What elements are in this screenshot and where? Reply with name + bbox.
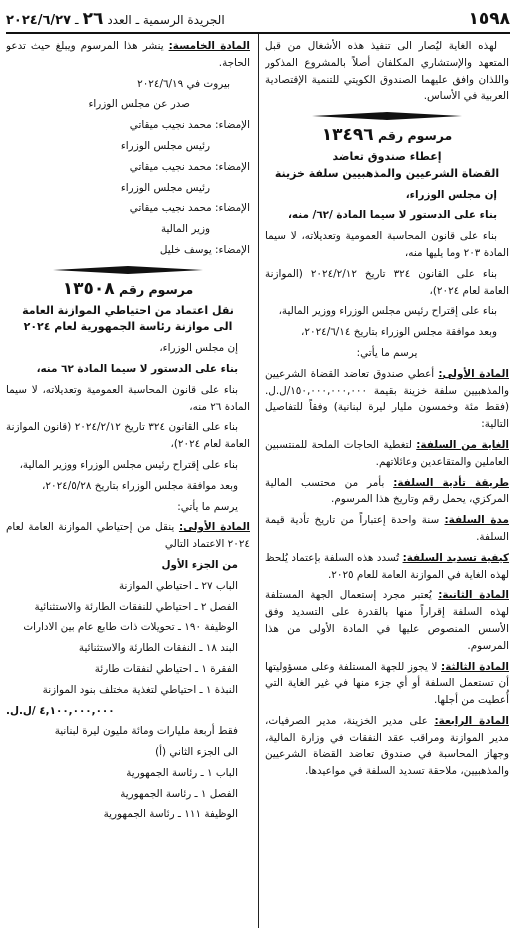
repay-label: كيفية تسديد السلفة: [402, 551, 509, 564]
budget-line: الفصل ٢ ـ احتياطي للنفقات الطارئة والاستثنائية [34, 600, 238, 613]
pm-title: رئيس مجلس الوزراء [120, 139, 210, 152]
preamble-proposal: بناء على إقتراح رئيس مجلس الوزراء ووزير المالية، [278, 305, 497, 318]
cm-title: رئيس مجلس الوزراء [120, 181, 210, 194]
article-5-label: المادة الخامسة: [168, 40, 250, 52]
article-1-text: ينقل من إحتياطي الموازنة العامة لعام ٢٠٢٤ الاعتماد التالي [6, 521, 250, 551]
issue-date: ٢٠٢٤/٦/٢٧ [6, 13, 72, 28]
decree-number: ١٣٤٩٦ [321, 125, 374, 146]
destination-line: الوظيفة ١١١ ـ رئاسة الجمهورية [103, 808, 238, 821]
place-date: بيروت في ٢٠٢٤/٦/١٩ [137, 77, 230, 90]
section-separator [265, 111, 509, 121]
preamble-constitution: بناء على الدستور لا سيما المادة /٦٢/ منه، [287, 209, 497, 222]
decree-label: مرسوم رقم [377, 128, 453, 144]
left-column [6, 38, 250, 928]
preamble-accounting-law: بناء على قانون المحاسبة العمومية وتعديلاته، لا سيما المادة ٢٦ منه، [6, 383, 250, 413]
signature-4: الإمضاء: يوسف خليل [159, 243, 250, 256]
repay-text: تُسدد هذه السلفة بإعتماد يُلحظ لهذه الغاية في الموازنة العامة للعام ٢٠٢٥. [265, 551, 509, 581]
page-number: ١٥٩٨ [468, 9, 510, 29]
duration-label: مدة السلفة: [444, 514, 509, 527]
article-1-label: المادة الأولى: [438, 367, 509, 380]
from-part: من الجزء الأول [161, 558, 238, 571]
transfer-amount: ٤,١٠٠,٠٠٠,٠٠٠ /ل.ل. [6, 704, 115, 717]
decree-subtitle-1: نقل اعتماد من احتياطي الموازنة العامة [22, 303, 234, 317]
signature-2: الإمضاء: محمد نجيب ميقاتي [129, 160, 250, 173]
gazette-masthead: الجريدة الرسمية ـ العدد ٢٦ ـ ٢٠٢٤/٦/٢٧ [6, 9, 225, 29]
article-4 [265, 713, 509, 780]
section-separator [6, 265, 250, 275]
purpose-text: لتغطية الحاجات الملحة للمنتسبين العاملين والمتقاعدين وعائلاتهم. [265, 438, 509, 468]
issued-by: صدر عن مجلس الوزراء [88, 98, 190, 111]
decrees-line: يرسم ما يأتي: [177, 500, 238, 513]
article-3-label: المادة الثالثة: [441, 660, 509, 673]
purpose-label: الغاية من السلفة: [416, 438, 509, 451]
budget-line: الباب ٢٧ ـ احتياطي الموازنة [118, 579, 238, 592]
preamble-budget-law: بناء على القانون ٣٢٤ تاريخ ٢٠٢٤/٢/١٢ (قانون الموازنة العامة لعام ٢٠٢٤)، [6, 421, 250, 451]
finance-minister-title: وزير المالية [160, 223, 210, 236]
decree-subtitle-1: إعطاء صندوق تعاضد [332, 149, 442, 163]
preamble-constitution: بناء على الدستور لا سيما المادة ٦٢ منه، [36, 362, 238, 375]
payment-label: طريقة تأدية السلفة: [393, 476, 509, 489]
article-1 [265, 366, 509, 433]
article-3 [265, 659, 509, 709]
amount-in-words: فقط أربعة مليارات ومائة مليون ليرة لبنانية [54, 725, 238, 738]
article-1 [6, 519, 250, 553]
payment-text: بأمر من محتسب المالية المركزي، يحمل رقم وتاريخ هذا المرسوم. [265, 476, 509, 506]
article-2-text: يُعتبر مجرد إستعمال الجهة المستلفة لهذه السلفة إقراراً منها بالقدرة على التسديد وفق الأسس المنصوص عليها في المادة الأولى من هذا المرسوم. [265, 589, 509, 652]
article-4-label: المادة الرابعة: [434, 714, 509, 727]
intro-paragraph: لهذه الغاية ليُصار الى تنفيذ هذه الأشغال من قبل المتعهد والإستشاري المكلفان أصلاً بالمشروع المذكور واللذان وافق عليهما الصندوق الكويتي للتنمية الإقتصادية العربية في الأساس. [265, 40, 509, 103]
duration-text: سنة واحدة إعتباراً من تاريخ تأدية قيمة السلفة. [265, 514, 509, 543]
issue-number: ٢٦ [82, 9, 104, 29]
destination-line: الباب ١ ـ رئاسة الجمهورية [126, 766, 238, 779]
preamble-budget-law: بناء على القانون ٣٢٤ تاريخ ٢٠٢٤/٢/١٢ (الموازنة العامة لعام ٢٠٢٤)، [265, 267, 509, 297]
gazette-label: الجريدة الرسمية ـ العدد [107, 13, 225, 27]
preamble-approval: وبعد موافقة مجلس الوزراء بتاريخ ٢٠٢٤/٥/٢٨، [42, 479, 238, 492]
preamble-proposal: بناء على إقتراح رئيس مجلس الوزراء ووزير المالية، [19, 458, 238, 471]
decree-subtitle-2: القضاة الشرعيين والمذهبيين سلفة خزينة [274, 166, 500, 180]
preamble-accounting-law: بناء على قانون المحاسبة العمومية وتعديلاته، لا سيما المادة ٢٠٣ وما يليها منه، [265, 230, 509, 259]
article-3-text: لا يجوز للجهة المستلفة وعلى مسؤوليتها أن تستعمل السلفة أو أي جزء منها في غير الغاية التي أُعطيت من أجلها. [265, 660, 509, 707]
right-column [265, 38, 509, 928]
preamble-council: إن مجلس الوزراء، [405, 188, 497, 201]
destination-line: الفصل ١ ـ رئاسة الجمهورية [120, 787, 238, 800]
decree-heading [6, 278, 250, 299]
payment-method [265, 475, 509, 509]
to-part: الى الجزء الثاني (أ) [155, 746, 238, 759]
page-header [6, 6, 510, 34]
preamble-council: إن مجلس الوزراء، [159, 342, 238, 355]
preamble-approval: وبعد موافقة مجلس الوزراء بتاريخ ٢٠٢٤/٦/١٤، [301, 326, 497, 339]
article-2 [265, 587, 509, 654]
duration [265, 512, 509, 546]
signature-3: الإمضاء: محمد نجيب ميقاتي [129, 202, 250, 215]
article-4-text: على مدير الخزينة، مدير الصرفيات، مدير الموازنة ومراقب عقد النفقات في وزارة المالية، وجهاز المحاسبة في صندوق تعاضد القضاة الشرعيين والمذهبيين، ملاحقة تسديد السلفة في مواعيدها. [265, 714, 509, 778]
budget-line: الوظيفة ١٩٠ ـ تحويلات ذات طابع عام بين الادارات [23, 621, 238, 634]
decree-number: ١٣٥٠٨ [62, 278, 115, 299]
column-divider [258, 34, 259, 928]
decree-heading [265, 127, 509, 145]
decree-subtitle-2: الى موازنة رئاسة الجمهورية لعام ٢٠٢٤ [23, 320, 233, 334]
article-1-text: أعطي صندوق تعاضد القضاة الشرعيين والمذهبيين سلفة خزينة بقيمة ١٥٠,٠٠٠,٠٠٠,٠٠٠/ل.ل. (فقط مئة وخمسون مليار ليرة لبنانية) وفقاً للتفاصيل التالية: [265, 367, 509, 431]
article-5 [6, 38, 250, 72]
budget-line: النبذة ١ ـ احتياطي لتغذية مختلف بنود الموازنة [42, 683, 238, 696]
article-1-label: المادة الأولى: [178, 521, 250, 534]
decrees-line: يرسم ما يأتي: [356, 346, 418, 359]
article-5-text: ينشر هذا المرسوم ويبلغ حيث تدعو الحاجة. [6, 40, 250, 69]
budget-line: الفقرة ١ ـ احتياطي لنفقات طارئة [94, 662, 238, 675]
decree-label: مرسوم رقم [118, 281, 194, 297]
budget-line: البند ١٨ ـ النفقات الطارئة والاستثنائية [78, 642, 238, 655]
repayment [265, 550, 509, 584]
purpose [265, 437, 509, 471]
article-2-label: المادة الثانية: [438, 589, 509, 602]
signature-1: الإمضاء: محمد نجيب ميقاتي [129, 119, 250, 132]
